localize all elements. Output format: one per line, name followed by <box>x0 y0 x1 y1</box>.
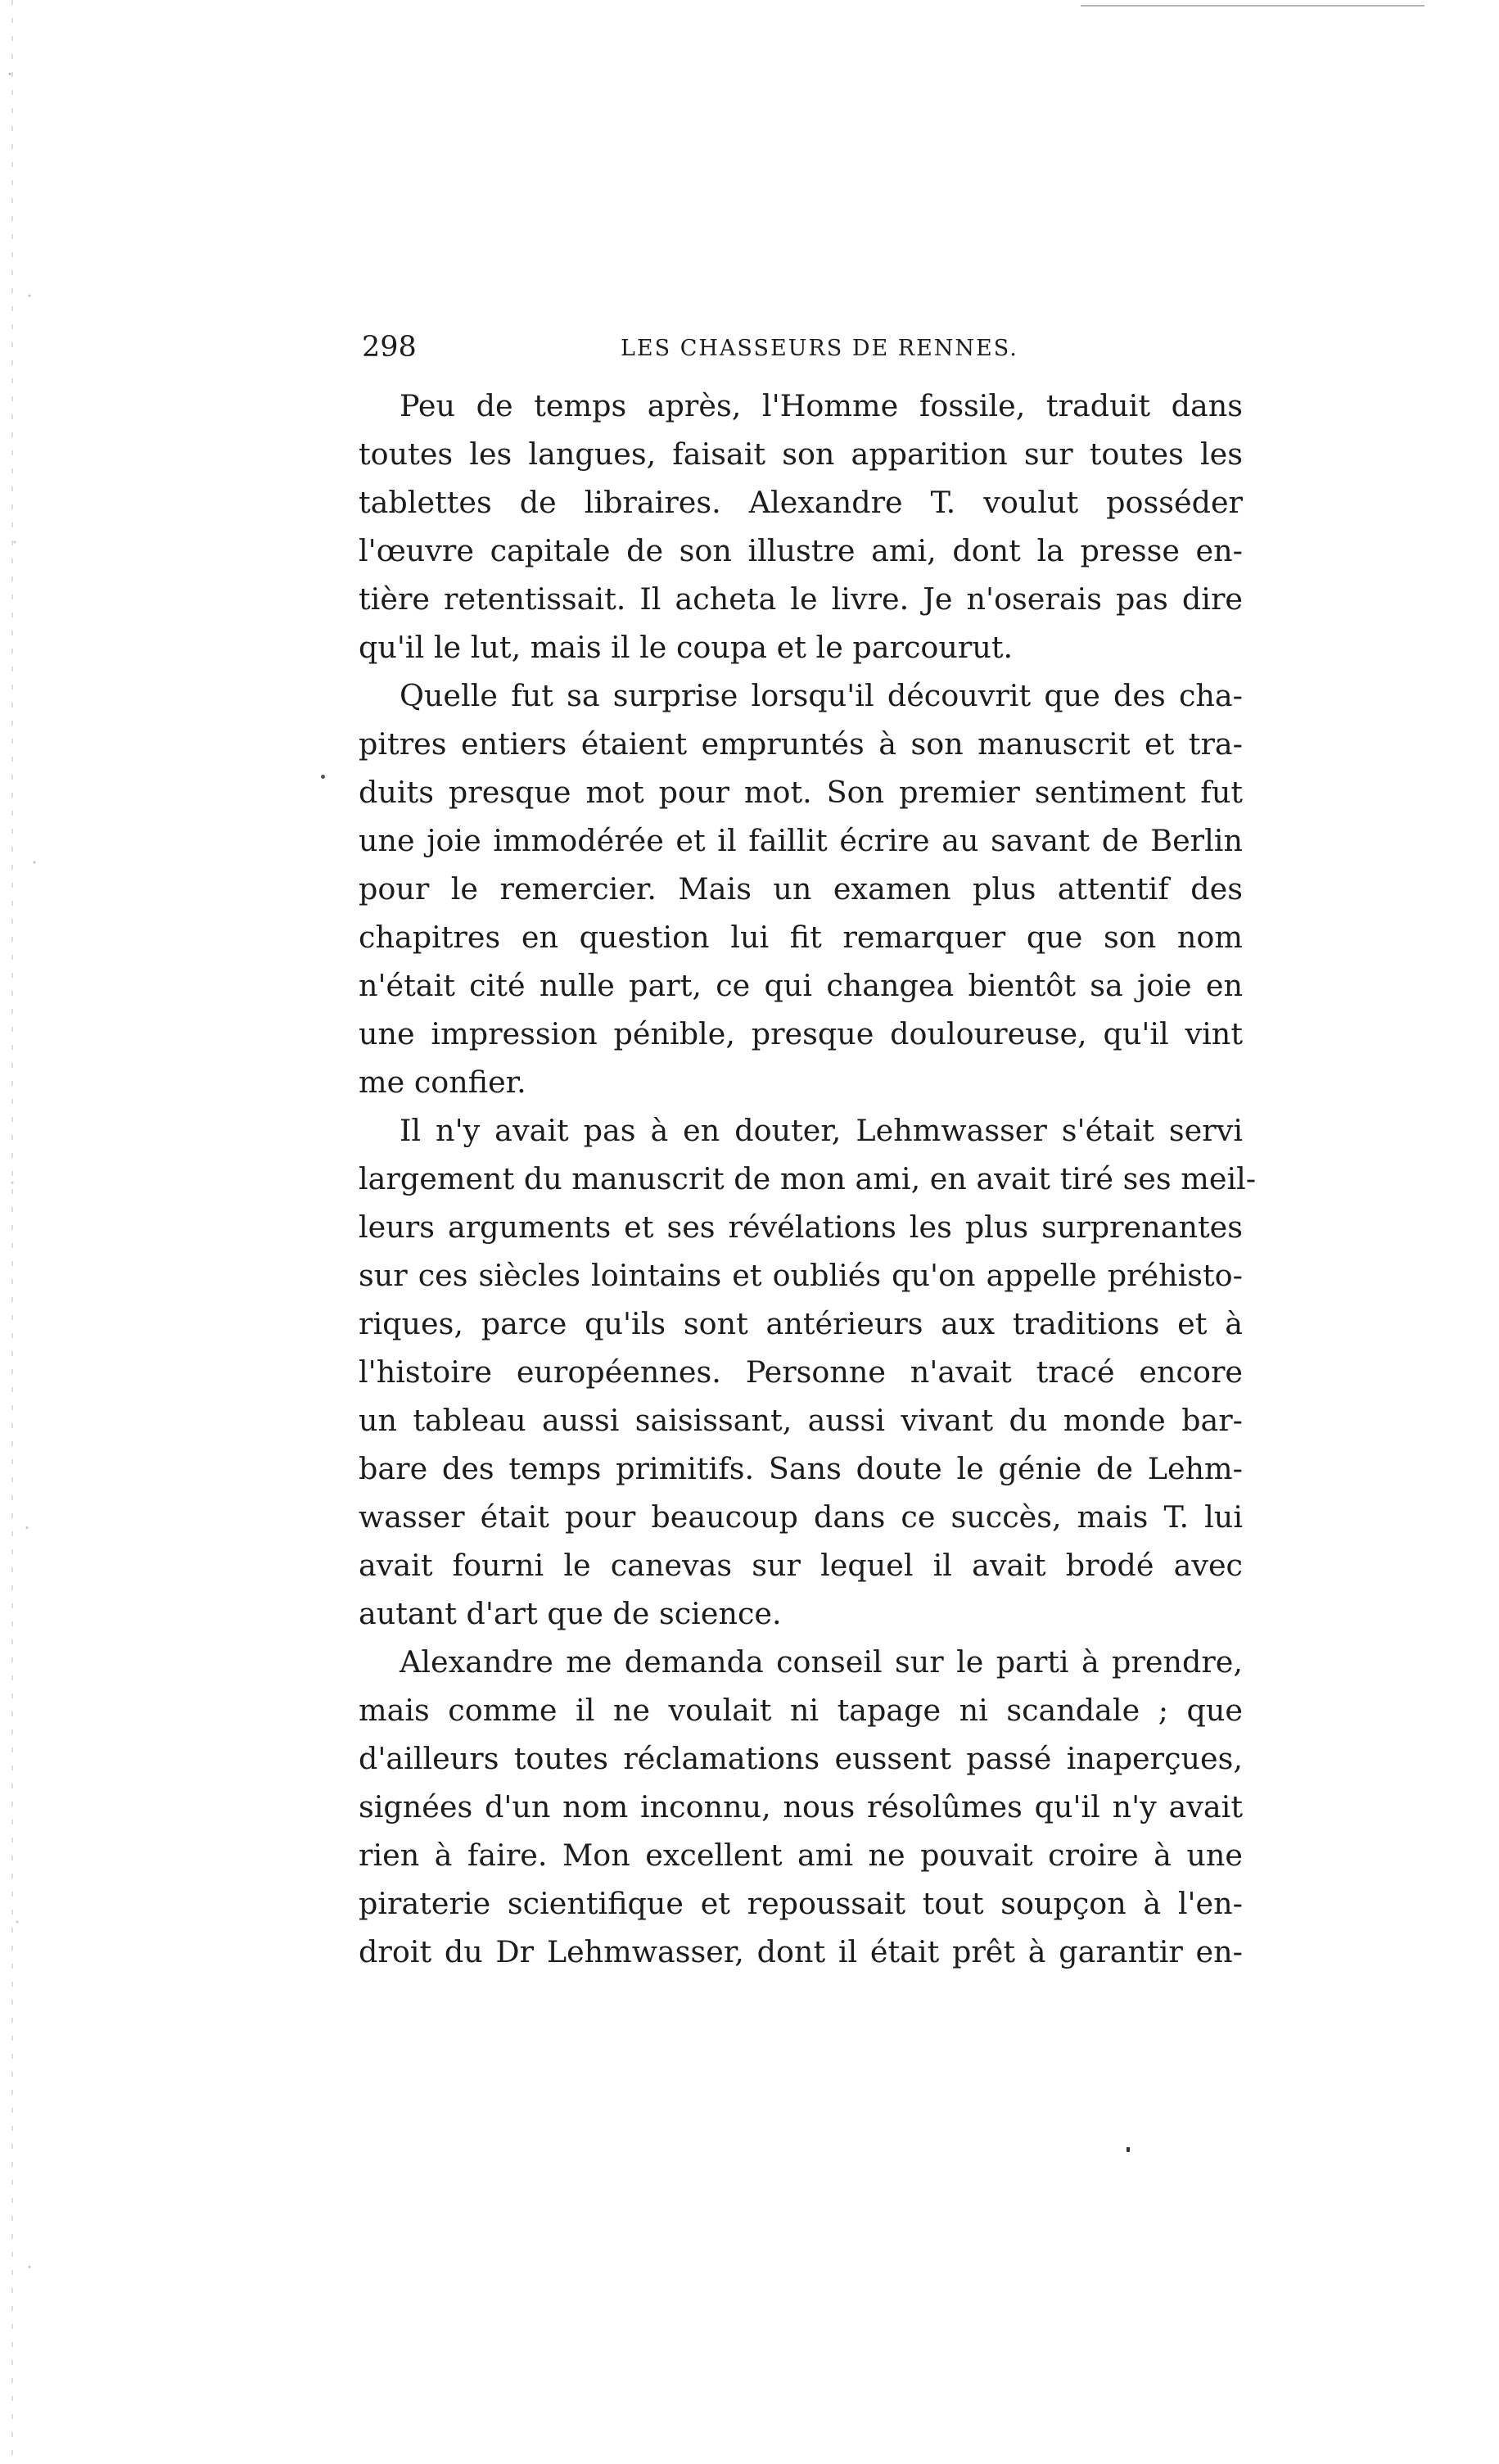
paragraph <box>359 1638 1243 1976</box>
scan-speck <box>1127 2147 1130 2152</box>
text-line: mais comme il ne voulait ni tapage ni scandale ; que <box>359 1693 1243 1728</box>
text-line: une impression pénible, presque douloureuse, qu'il vint <box>359 1016 1243 1051</box>
text-line: droit du Dr Lehmwasser, dont il était prêt à garantir en- <box>359 1934 1243 1969</box>
text-line: d'ailleurs toutes réclamations eussent passé inaperçues, <box>359 1741 1243 1776</box>
text-line: une joie immodérée et il faillit écrire au savant de Berlin <box>359 823 1243 858</box>
text-line: leurs arguments et ses révélations les plus surprenantes <box>359 1209 1243 1245</box>
text-line: rien à faire. Mon excellent ami ne pouvait croire à une <box>359 1838 1243 1873</box>
text-line: Peu de temps après, l'Homme fossile, traduit dans <box>400 388 1243 423</box>
text-line: chapitres en question lui fit remarquer que son nom <box>359 920 1243 955</box>
scan-top-rule <box>1081 5 1425 7</box>
text-line: me confier. <box>359 1065 526 1100</box>
text-line: wasser était pour beaucoup dans ce succès, mais T. lui <box>359 1499 1243 1535</box>
text-line: tière retentissait. Il acheta le livre. Je n'oserais pas dire <box>359 581 1243 617</box>
page-header <box>362 328 1246 367</box>
text-line: avait fourni le canevas sur lequel il avait brodé avec <box>359 1548 1243 1583</box>
text-line: sur ces siècles lointains et oubliés qu'on appelle préhisto- <box>359 1258 1243 1293</box>
text-line: tablettes de libraires. Alexandre T. voulut posséder <box>359 485 1243 520</box>
text-line: un tableau aussi saisissant, aussi vivant du monde bar- <box>359 1403 1243 1438</box>
text-line: Quelle fut sa surprise lorsqu'il découvrit que des cha- <box>400 678 1243 713</box>
text-line: riques, parce qu'ils sont antérieurs aux traditions et à <box>359 1306 1243 1341</box>
paragraph <box>359 671 1243 1106</box>
text-line: signées d'un nom inconnu, nous résolûmes qu'il n'y avait <box>359 1789 1243 1824</box>
text-line: autant d'art que de science. <box>359 1596 782 1631</box>
margin-dot <box>321 775 325 779</box>
page-number: 298 <box>362 331 417 364</box>
text-line: Alexandre me demanda conseil sur le parti à prendre, <box>400 1644 1243 1680</box>
text-line: l'histoire européennes. Personne n'avait tracé encore <box>359 1354 1243 1390</box>
text-line: Il n'y avait pas à en douter, Lehmwasser s'était servi <box>400 1113 1243 1148</box>
text-line: qu'il le lut, mais il le coupa et le parcourut. <box>359 630 1014 665</box>
text-line: piraterie scientifique et repoussait tout soupçon à l'en- <box>359 1886 1243 1921</box>
text-line: n'était cité nulle part, ce qui changea bientôt sa joie en <box>359 968 1243 1003</box>
text-line: pour le remercier. Mais un examen plus attentif des <box>359 871 1243 906</box>
paragraph <box>359 1106 1257 1638</box>
text-line: l'œuvre capitale de son illustre ami, dont la presse en- <box>359 533 1243 568</box>
running-head: LES CHASSEURS DE RENNES. <box>621 336 1018 361</box>
text-line: duits presque mot pour mot. Son premier sentiment fut <box>359 775 1243 810</box>
paragraph <box>359 382 1243 671</box>
text-line: toutes les langues, faisait son apparition sur toutes les <box>359 436 1243 472</box>
scan-gutter-speckle <box>0 0 49 2464</box>
text-line: bare des temps primitifs. Sans doute le génie de Lehm- <box>359 1451 1243 1486</box>
text-line: largement du manuscrit de mon ami, en avait tiré ses meil- <box>359 1161 1257 1196</box>
scan-gutter-line <box>11 0 13 2464</box>
text-line: pitres entiers étaient empruntés à son manuscrit et tra- <box>359 726 1243 762</box>
body-text <box>359 382 1257 1976</box>
